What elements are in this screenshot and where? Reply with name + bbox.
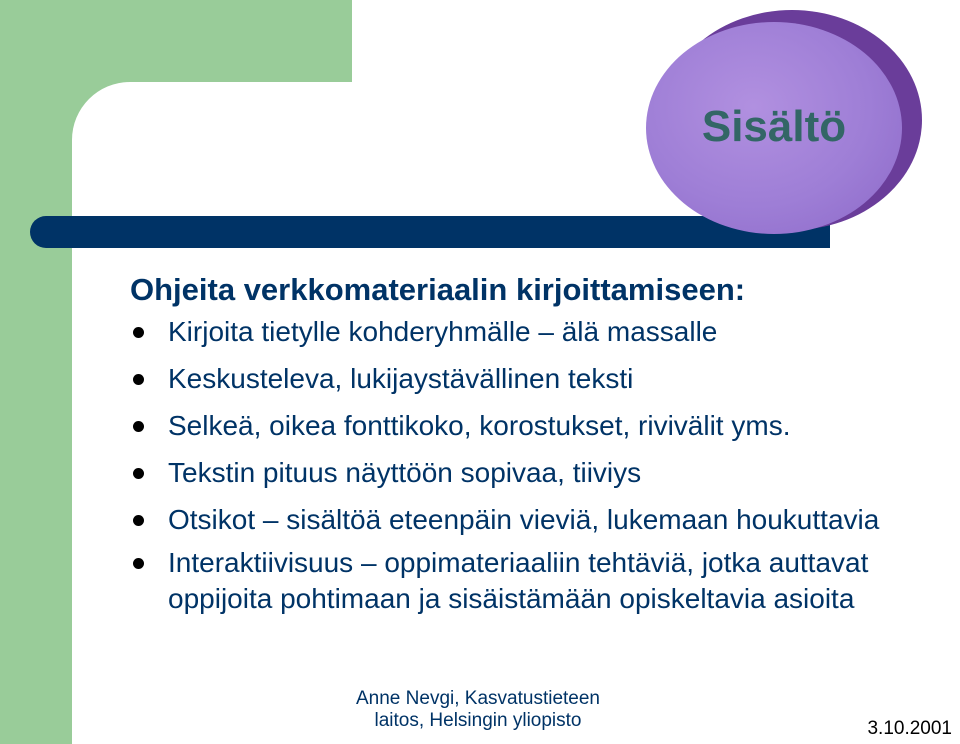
bullet-dot-icon <box>133 421 144 432</box>
section-heading: Ohjeita verkkomateriaalin kirjoittamiseen: <box>130 272 746 307</box>
header-divider-bar <box>30 216 830 248</box>
bullet-dot-icon <box>133 515 144 526</box>
bullet-dot-icon <box>133 327 144 338</box>
bullet-dot-icon <box>133 374 144 385</box>
bullet-text: Kirjoita tietylle kohderyhmälle – älä massalle <box>168 316 718 347</box>
bullet-item <box>130 502 930 538</box>
footer-date: 3.10.2001 <box>867 718 952 739</box>
bullet-item <box>130 545 930 617</box>
bullet-text: Keskusteleva, lukijaystävällinen teksti <box>168 363 634 394</box>
bullet-item <box>130 361 930 397</box>
bullet-dot-icon <box>133 558 144 569</box>
bullet-text: Selkeä, oikea fonttikoko, korostukset, rivivälit yms. <box>168 410 791 441</box>
bullet-dot-icon <box>133 468 144 479</box>
footer-author <box>300 688 656 732</box>
bullet-text: Interaktiivisuus – oppimateriaaliin tehtäviä, jotka auttavat oppijoita pohtimaan ja sisäistämään opiskeltavia asioita <box>168 547 869 614</box>
background-green-strip <box>0 0 72 744</box>
bullet-item <box>130 314 930 350</box>
bullet-text: Tekstin pituus näyttöön sopivaa, tiiviys <box>168 457 642 488</box>
bullet-item <box>130 455 930 491</box>
footer-author-line2: laitos, Helsingin yliopisto <box>374 710 582 731</box>
bullet-item <box>130 408 930 444</box>
bullet-text: Otsikot – sisältöä eteenpäin vieviä, lukemaan houkuttavia <box>168 504 880 535</box>
bullet-list <box>130 314 930 624</box>
footer-author-line1: Anne Nevgi, Kasvatustieteen <box>356 688 600 709</box>
slide-title: Sisältö <box>701 102 847 151</box>
